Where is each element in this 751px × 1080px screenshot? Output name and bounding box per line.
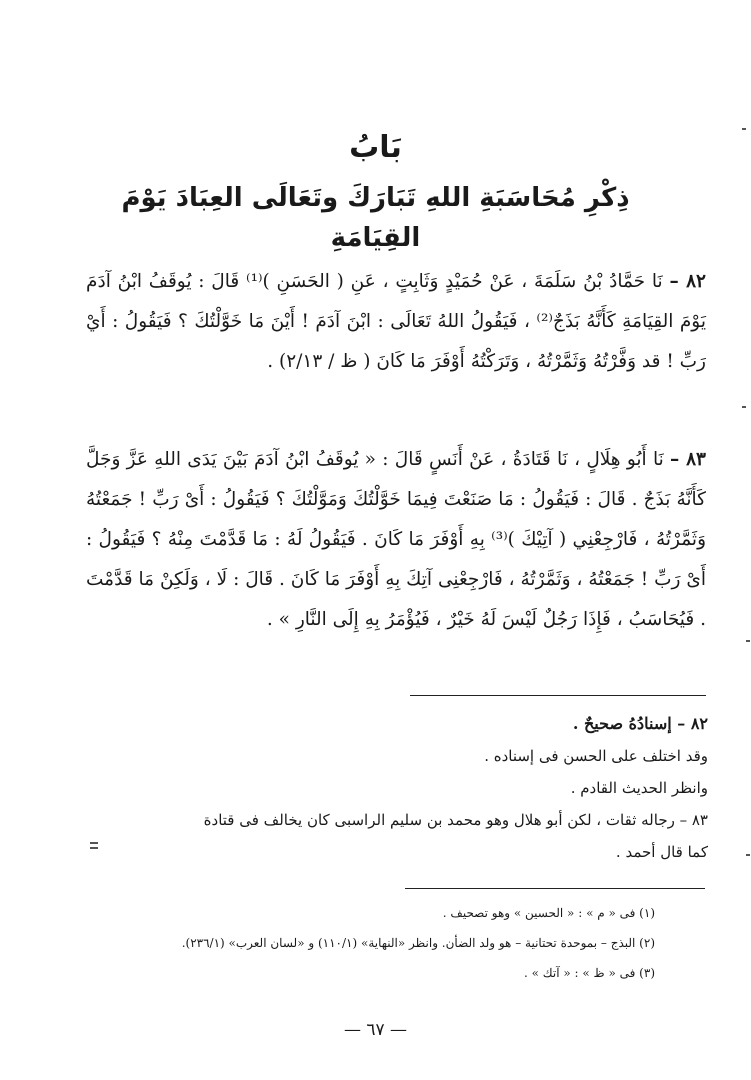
- page-number: — ٦٧ —: [343, 1020, 408, 1040]
- margin-mark: [746, 640, 750, 642]
- commentary-notes: [90, 708, 708, 868]
- margin-mark: [742, 128, 746, 130]
- margin-mark: [90, 842, 98, 844]
- margin-mark: [90, 847, 98, 849]
- note-82-line: وقد اختلف على الحسن فى إسناده .: [484, 747, 708, 765]
- notes-separator: [410, 695, 706, 696]
- note-83-line: كما قال أحمد .: [615, 843, 708, 861]
- footnotes: [95, 898, 655, 988]
- hadith-82: [86, 262, 706, 382]
- footnote: (٣) فى « ظ » : « آتك » .: [524, 966, 655, 980]
- hadith-number: ٨٣ –: [670, 449, 706, 470]
- margin-mark: [742, 406, 746, 408]
- footnote: (١) فى « م » : « الحسين » وهو تصحيف .: [442, 906, 655, 920]
- footnote: (٢) البذج – بموحدة تحتانية – هو ولد الضأن. وانظر «النهاية» (١١٠/١) و «لسان العرب» (٢٣٦/١).: [181, 936, 655, 950]
- footnotes-separator: [405, 888, 705, 889]
- hadith-text: نَا أَبُو هِلَالٍ ، نَا قَتَادَةُ ، عَنْ أَنَسٍ قَالَ : « يُوقَفُ ابْنُ آدَمَ بَيْنَ يَدَى اللهِ عَزَّ وَجَلَّ كَأَنَّهُ بَذَجٌ . قَالَ : فَيَقُولُ : مَا صَنَعْتَ فِيمَا خَوَّلْتُكَ وَمَوَّلْتُكَ ؟ فَيَقُولُ : أَىْ رَبِّ ! جَمَعْتُهُ وَثَمَّرْتُهُ ، فَارْجِعْنِي ( آتِيْكَ )⁽³⁾ بِهِ أَوْفَرَ مَا كَانَ . فَيَقُولُ لَهُ : مَا قَدَّمْتَ مِنْهُ ؟ فَيَقُولُ : أَىْ رَبِّ ! جَمَعْتُهُ ، وَثَمَّرْتُهُ ، فَارْجِعْنِى آتِكَ بِهِ أَوْفَرَ مَا كَانَ . قَالَ : لَا ، وَلَكِنْ مَا قَدَّمْتَ . فَيُحَاسَبُ ، فَإِذَا رَجُلٌ لَيْسَ لَهُ خَيْرٌ ، فَيُؤْمَرُ بِهِ إِلَى النَّارِ » .: [86, 449, 706, 630]
- chapter-heading: بَابُ: [349, 130, 402, 165]
- note-82-line: وانظر الحديث القادم .: [570, 779, 708, 797]
- note-83-line: ٨٣ – رجاله ثقات ، لكن أبو هلال وهو محمد بن سليم الراسبى كان يخالف فى قتادة: [203, 811, 708, 829]
- note-82-grading: ٨٢ – إسنادُهُ صحيحٌ .: [572, 714, 708, 733]
- chapter-title: ذِكْرِ مُحَاسَبَةِ اللهِ تَبَارَكَ وتَعَالَى العِبَادَ يَوْمَ القِيَامَةِ: [121, 183, 630, 253]
- hadith-text: نَا حَمَّادُ بْنُ سَلَمَةَ ، عَنْ حُمَيْدٍ وَثَابِتٍ ، عَنِ ( الحَسَنِ )⁽¹⁾ قَالَ : يُوقَفُ ابْنُ آدَمَ يَوْمَ القِيَامَةِ كَأَنَّهُ بَذَجٌ⁽²⁾ ، فَيَقُولُ اللهُ تَعَالَى : ابْنَ آدَمَ ! أَيْنَ مَا خَوَّلْتُكَ ؟ فَيَقُولُ : أَيْ رَبِّ ! قد وَفَّرْتُهُ وَثَمَّرْتُهُ ، وَتَرَكْتُهُ أَوْفَرَ مَا كَانَ ( ظ / ٢/١٣) .: [86, 271, 706, 372]
- hadith-number: ٨٢ –: [669, 271, 706, 292]
- margin-mark: [746, 854, 750, 856]
- hadith-83: [86, 440, 706, 640]
